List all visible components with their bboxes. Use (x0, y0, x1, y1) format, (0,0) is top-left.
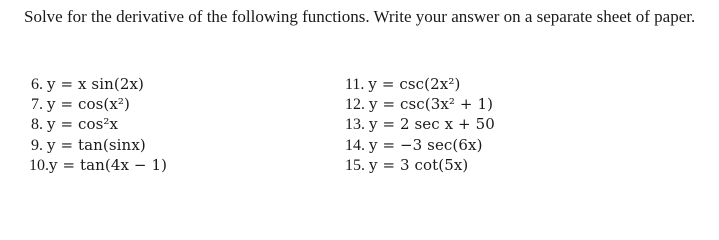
problem-number: 14. (345, 136, 365, 154)
problem-number: 15. (345, 156, 365, 174)
problem-11 (345, 75, 645, 95)
problem-6 (31, 75, 331, 95)
problem-expression: y = 2 sec x + 50 (369, 115, 495, 134)
problem-9 (31, 136, 331, 156)
problem-expression: y = cos²x (47, 115, 119, 134)
problem-number: 8. (31, 116, 43, 134)
problem-number: 12. (345, 96, 365, 114)
problem-14 (345, 136, 645, 156)
problem-number: 9. (31, 136, 43, 154)
problem-column-right (345, 75, 645, 176)
problem-8 (31, 115, 331, 135)
problem-expression: y = x sin(2x) (47, 75, 144, 93)
problem-15 (345, 156, 645, 176)
problem-number: 10. (29, 156, 49, 174)
problem-expression: y = tan(4x − 1) (49, 155, 168, 174)
problem-12 (345, 95, 645, 115)
problem-expression: y = csc(2x²) (368, 75, 461, 93)
problem-expression: y = tan(sinx) (47, 135, 146, 154)
problem-expression: y = 3 cot(5x) (369, 155, 469, 174)
problem-10 (31, 156, 331, 176)
instructions-text: Solve for the derivative of the following functions. Write your answer on a separate sheet of paper. (24, 7, 696, 26)
problem-number: 6. (31, 76, 43, 93)
problem-number: 13. (345, 116, 365, 134)
problem-expression: y = csc(3x² + 1) (369, 95, 494, 114)
problem-expression: y = −3 sec(6x) (369, 135, 483, 154)
problem-expression: y = cos(x²) (47, 95, 130, 114)
problem-13 (345, 115, 645, 135)
problem-number: 7. (31, 96, 43, 114)
problem-7 (31, 95, 331, 115)
problem-number: 11. (345, 76, 365, 93)
problem-column-left (31, 75, 331, 176)
problem-list (0, 75, 719, 195)
